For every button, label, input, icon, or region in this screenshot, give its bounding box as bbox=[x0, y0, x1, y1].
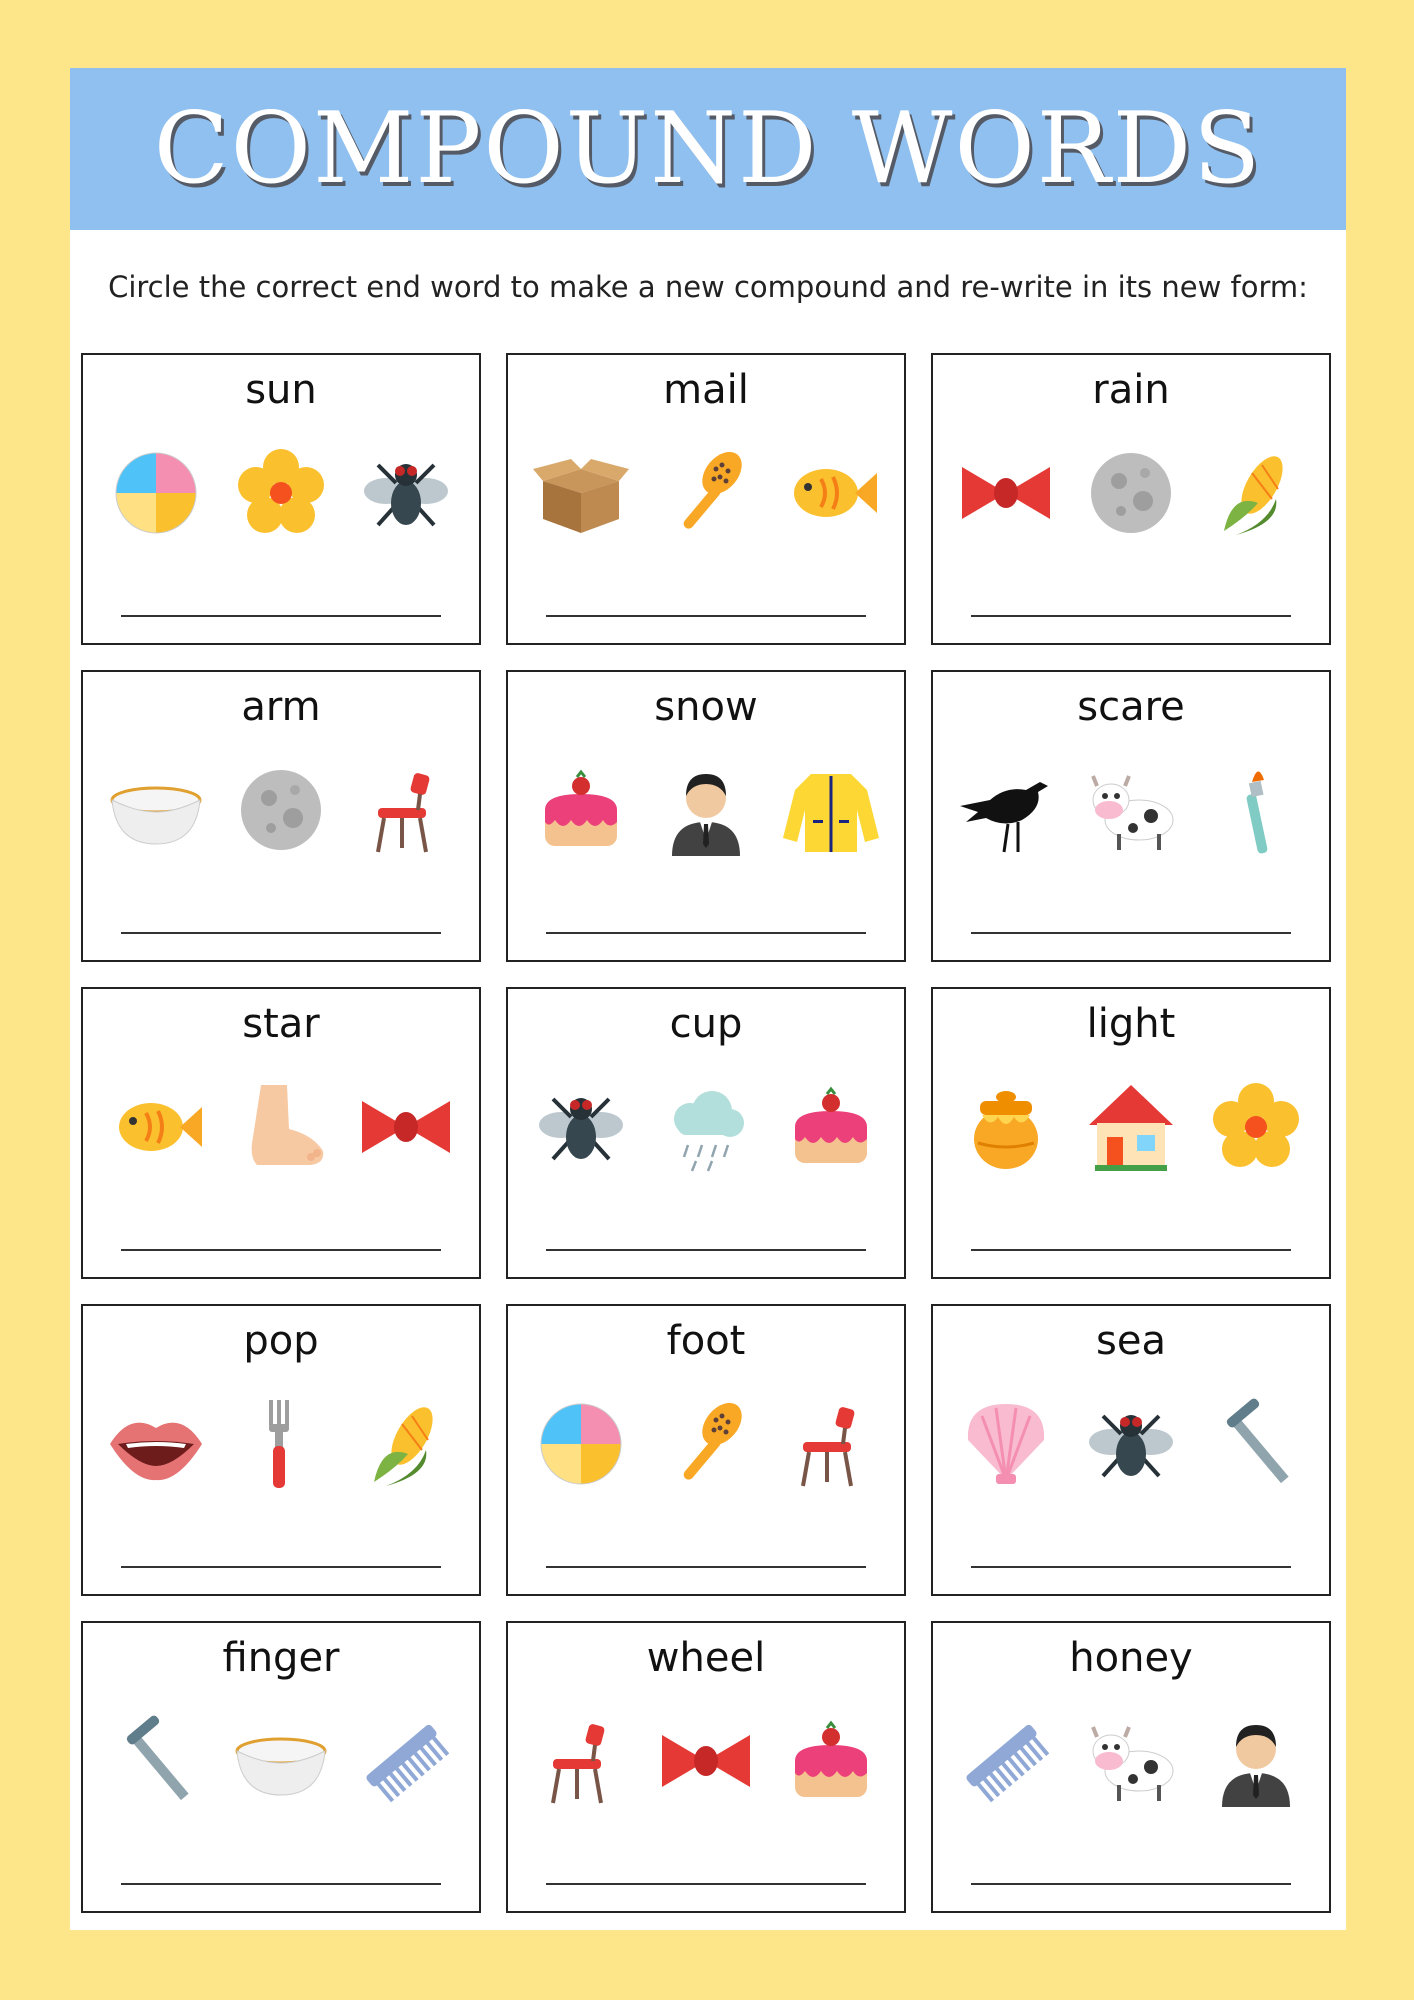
picture-choices bbox=[518, 1390, 894, 1498]
word-card-snow bbox=[506, 670, 906, 962]
card-word: sea bbox=[1096, 1318, 1166, 1364]
picture-choices bbox=[518, 1707, 894, 1815]
card-word: snow bbox=[654, 684, 758, 730]
box-icon[interactable] bbox=[527, 439, 635, 547]
word-card-wheel bbox=[506, 1621, 906, 1913]
card-word: cup bbox=[669, 1001, 743, 1047]
picture-choices bbox=[943, 1707, 1319, 1815]
word-card-sun bbox=[81, 353, 481, 645]
nail-icon[interactable] bbox=[1202, 1390, 1310, 1498]
beach-ball-icon[interactable] bbox=[527, 1390, 635, 1498]
word-card-light bbox=[931, 987, 1331, 1279]
corn-icon[interactable] bbox=[352, 1390, 460, 1498]
answer-line[interactable] bbox=[121, 615, 441, 617]
shell-icon[interactable] bbox=[952, 1390, 1060, 1498]
house-icon[interactable] bbox=[1077, 1073, 1185, 1181]
picture-choices bbox=[93, 1073, 469, 1181]
instructions: Circle the correct end word to make a new compound and re-write in its new form: bbox=[108, 270, 1308, 304]
word-card-scare bbox=[931, 670, 1331, 962]
picture-choices bbox=[93, 1390, 469, 1498]
fish-icon[interactable] bbox=[102, 1073, 210, 1181]
card-word: arm bbox=[241, 684, 321, 730]
card-word: scare bbox=[1077, 684, 1185, 730]
honey-pot-icon[interactable] bbox=[952, 1073, 1060, 1181]
bow-icon[interactable] bbox=[952, 439, 1060, 547]
page-title: COMPOUND WORDS bbox=[153, 92, 1263, 206]
answer-line[interactable] bbox=[971, 1249, 1291, 1251]
answer-line[interactable] bbox=[121, 1883, 441, 1885]
fly-icon[interactable] bbox=[1077, 1390, 1185, 1498]
brush-icon[interactable] bbox=[652, 1390, 760, 1498]
card-word: star bbox=[242, 1001, 320, 1047]
chair-icon[interactable] bbox=[527, 1707, 635, 1815]
foot-icon[interactable] bbox=[227, 1073, 335, 1181]
comb-icon[interactable] bbox=[952, 1707, 1060, 1815]
fly-icon[interactable] bbox=[527, 1073, 635, 1181]
answer-line[interactable] bbox=[121, 1566, 441, 1568]
fork-icon[interactable] bbox=[227, 1390, 335, 1498]
title-banner bbox=[70, 68, 1346, 230]
beach-ball-icon[interactable] bbox=[102, 439, 210, 547]
moon-icon[interactable] bbox=[1077, 439, 1185, 547]
card-word: foot bbox=[666, 1318, 746, 1364]
picture-choices bbox=[93, 756, 469, 864]
picture-choices bbox=[518, 439, 894, 547]
card-word: rain bbox=[1092, 367, 1170, 413]
answer-line[interactable] bbox=[546, 1566, 866, 1568]
card-word: finger bbox=[222, 1635, 340, 1681]
answer-line[interactable] bbox=[971, 1883, 1291, 1885]
picture-choices bbox=[943, 439, 1319, 547]
bow-icon[interactable] bbox=[352, 1073, 460, 1181]
word-card-arm bbox=[81, 670, 481, 962]
cake-icon[interactable] bbox=[777, 1707, 885, 1815]
word-card-cup bbox=[506, 987, 906, 1279]
answer-line[interactable] bbox=[971, 1566, 1291, 1568]
word-card-pop bbox=[81, 1304, 481, 1596]
bowl-icon[interactable] bbox=[227, 1707, 335, 1815]
brush-icon[interactable] bbox=[652, 439, 760, 547]
answer-line[interactable] bbox=[971, 615, 1291, 617]
corn-icon[interactable] bbox=[1202, 439, 1310, 547]
fish-icon[interactable] bbox=[777, 439, 885, 547]
picture-choices bbox=[518, 756, 894, 864]
word-card-finger bbox=[81, 1621, 481, 1913]
picture-choices bbox=[943, 1073, 1319, 1181]
answer-line[interactable] bbox=[546, 932, 866, 934]
answer-line[interactable] bbox=[121, 932, 441, 934]
flower-icon[interactable] bbox=[227, 439, 335, 547]
comb-icon[interactable] bbox=[352, 1707, 460, 1815]
cow-icon[interactable] bbox=[1077, 1707, 1185, 1815]
paintbrush-icon[interactable] bbox=[1202, 756, 1310, 864]
card-word: light bbox=[1086, 1001, 1176, 1047]
crow-icon[interactable] bbox=[952, 756, 1060, 864]
card-word: mail bbox=[663, 367, 749, 413]
answer-line[interactable] bbox=[971, 932, 1291, 934]
cake-icon[interactable] bbox=[777, 1073, 885, 1181]
nail-icon[interactable] bbox=[102, 1707, 210, 1815]
answer-line[interactable] bbox=[546, 615, 866, 617]
word-card-sea bbox=[931, 1304, 1331, 1596]
cake-icon[interactable] bbox=[527, 756, 635, 864]
man-icon[interactable] bbox=[652, 756, 760, 864]
cow-icon[interactable] bbox=[1077, 756, 1185, 864]
rain-cloud-icon[interactable] bbox=[652, 1073, 760, 1181]
word-card-honey bbox=[931, 1621, 1331, 1913]
card-word: honey bbox=[1069, 1635, 1193, 1681]
word-card-mail bbox=[506, 353, 906, 645]
word-card-star bbox=[81, 987, 481, 1279]
word-card-rain bbox=[931, 353, 1331, 645]
answer-line[interactable] bbox=[121, 1249, 441, 1251]
card-word: pop bbox=[243, 1318, 319, 1364]
word-card-foot bbox=[506, 1304, 906, 1596]
chair-icon[interactable] bbox=[352, 756, 460, 864]
picture-choices bbox=[93, 439, 469, 547]
chair-icon[interactable] bbox=[777, 1390, 885, 1498]
answer-line[interactable] bbox=[546, 1883, 866, 1885]
jacket-icon[interactable] bbox=[777, 756, 885, 864]
bowl-icon[interactable] bbox=[102, 756, 210, 864]
card-word: sun bbox=[245, 367, 317, 413]
worksheet bbox=[70, 68, 1346, 1930]
answer-line[interactable] bbox=[546, 1249, 866, 1251]
bow-icon[interactable] bbox=[652, 1707, 760, 1815]
moon-icon[interactable] bbox=[227, 756, 335, 864]
man-icon[interactable] bbox=[1202, 1707, 1310, 1815]
card-word: wheel bbox=[646, 1635, 766, 1681]
fly-icon[interactable] bbox=[352, 439, 460, 547]
picture-choices bbox=[943, 756, 1319, 864]
picture-choices bbox=[943, 1390, 1319, 1498]
picture-choices bbox=[518, 1073, 894, 1181]
lips-icon[interactable] bbox=[102, 1390, 210, 1498]
picture-choices bbox=[93, 1707, 469, 1815]
flower-icon[interactable] bbox=[1202, 1073, 1310, 1181]
